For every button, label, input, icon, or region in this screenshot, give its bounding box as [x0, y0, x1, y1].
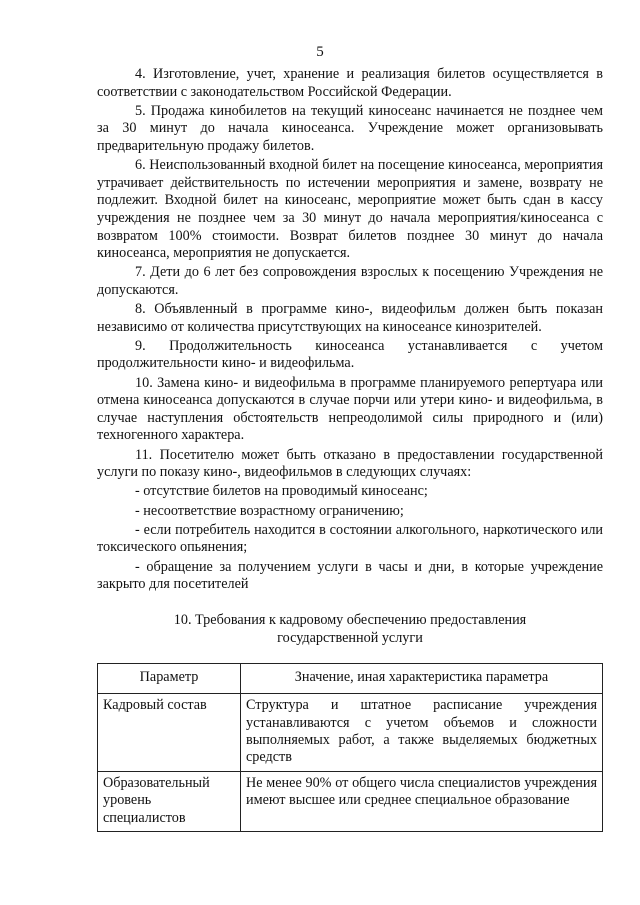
value-cell: Не менее 90% от общего числа специалистов учреждения имеют высшее или среднее специальное образование	[241, 771, 603, 831]
list-item: - отсутствие билетов на проводимый киносеанс;	[135, 483, 428, 500]
section-title: 10. Требования к кадровому обеспечению предоставления государственной услуги	[173, 611, 527, 646]
staffing-table	[97, 663, 603, 832]
header-value: Значение, иная характеристика параметра	[241, 663, 603, 693]
header-parameter: Параметр	[98, 663, 241, 693]
document-body	[97, 66, 603, 832]
list-item: - несоответствие возрастному ограничению;	[135, 502, 404, 519]
paragraph-5: 5. Продажа кинобилетов на текущий киносеанс начинается не позднее чем за 30 минут до начала киносеанса. Учреждение может организовывать предварительную продажу билетов.	[97, 102, 603, 154]
paragraph-9: 9. Продолжительность киносеанса устанавливается с учетом продолжительности кино- и видеофильма.	[97, 337, 603, 372]
param-cell: Образовательный уровень специалистов	[98, 771, 241, 831]
page-number: 5	[316, 44, 324, 60]
paragraph-10: 10. Замена кино- и видеофильма в программе планируемого репертуара или отмена киносеанса допускаются в случае порчи или утери кино- и видеофильма, в случае наступления обстоятельств непреодолимой силы природного и (или) техногенного характера.	[97, 374, 603, 444]
list-item: - если потребитель находится в состоянии алкогольного, наркотического или токсического опьянения;	[97, 521, 603, 556]
paragraph-4: 4. Изготовление, учет, хранение и реализация билетов осуществляется в соответствии с законодательством Российской Федерации.	[97, 66, 603, 100]
table-header-row	[98, 663, 603, 693]
paragraph-6: 6. Неиспользованный входной билет на посещение киносеанса, мероприятия утрачивает действительность по истечении мероприятия и замене, возврату не подлежит. Входной билет на киносеанс, мероприятие может быть сдан в кассу учреждения не позднее чем за 30 минут до начала мероприятия/киносеанса с возвратом 100% стоимости. Возврат билетов позднее 30 минут до начала киносеанса, мероприятия не допускается.	[97, 157, 603, 262]
param-cell: Кадровый состав	[98, 694, 241, 772]
value-cell: Структура и штатное расписание учреждения устанавливаются с учетом объемов и сложности выполняемых работ, а также выделяемых бюджетных средств	[241, 694, 603, 772]
table-row	[98, 694, 603, 772]
paragraph-11: 11. Посетителю может быть отказано в предоставлении государственной услуги по показу кино-, видеофильмов в следующих случаях:	[97, 446, 603, 481]
table-row	[98, 771, 603, 831]
list-item: - обращение за получением услуги в часы и дни, в которые учреждение закрыто для посетителей	[97, 558, 603, 593]
paragraph-8: 8. Объявленный в программе кино-, видеофильм должен быть показан независимо от количества присутствующих на киносеансе кинозрителей.	[97, 301, 603, 335]
paragraph-7: 7. Дети до 6 лет без сопровождения взрослых к посещению Учреждения не допускаются.	[97, 264, 603, 298]
